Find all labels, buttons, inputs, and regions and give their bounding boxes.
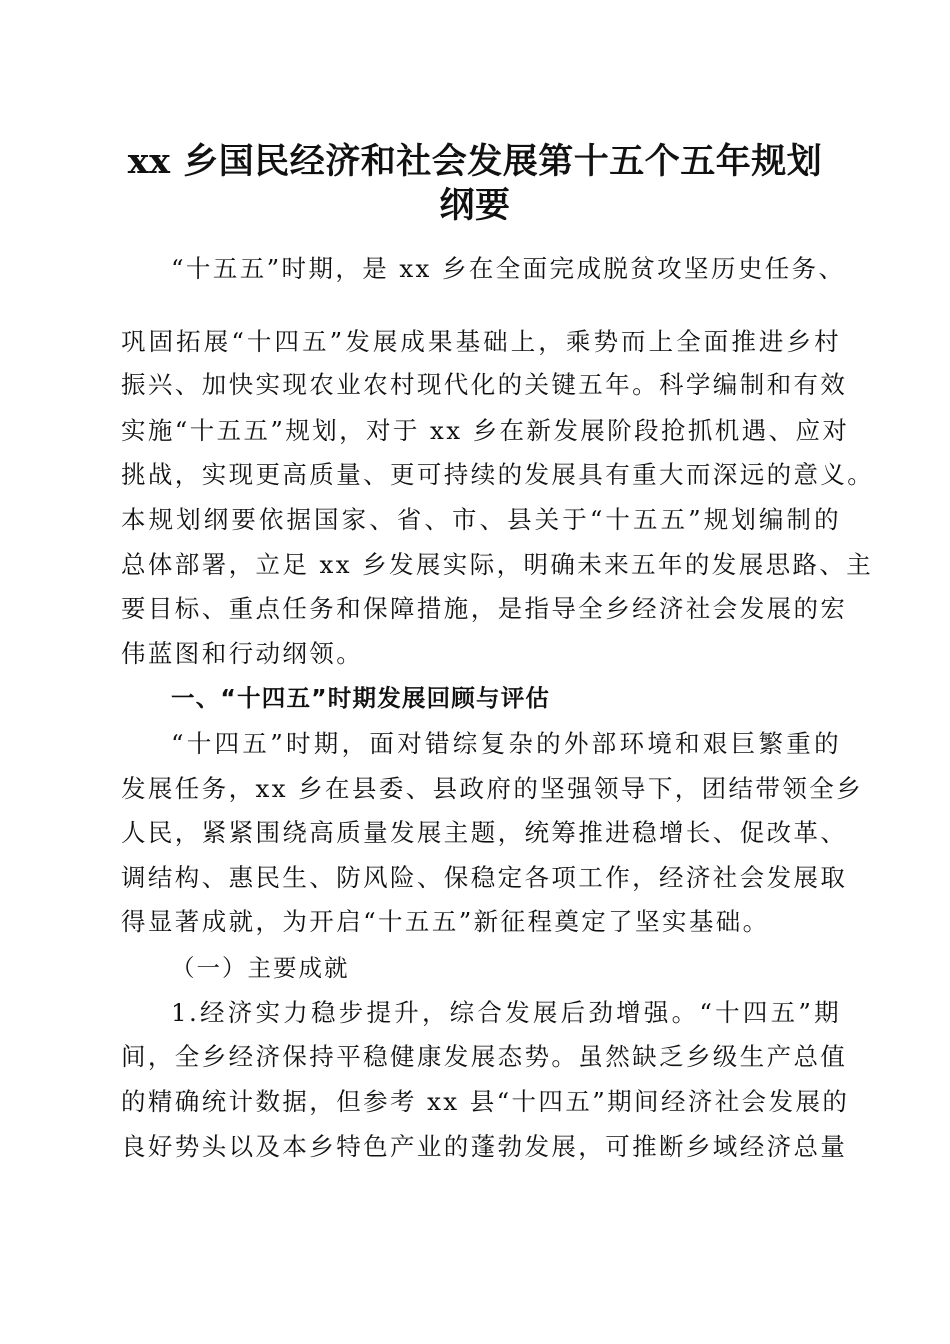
document-title-line-1: xx 乡国民经济和社会发展第十五个五年规划 xyxy=(127,141,823,182)
paragraph-1-line: 挑战，实现更高质量、更可持续的发展具有重大而深远的意义。 xyxy=(121,460,875,489)
paragraph-1-line: 伟蓝图和行动纲领。 xyxy=(121,639,364,668)
subsection-heading: （一）主要成就 xyxy=(171,954,350,982)
paragraph-1-line: 振兴、加快实现农业农村现代化的关键五年。科学编制和有效 xyxy=(121,370,848,399)
paragraph-1-line: 本规划纲要依据国家、省、市、县关于“十五五”规划编制的 xyxy=(121,505,841,534)
paragraph-2-line: 调结构、惠民生、防风险、保稳定各项工作，经济社会发展取 xyxy=(121,863,848,892)
document-title-line-2: 纲要 xyxy=(439,185,511,226)
paragraph-3-line: 的精确统计数据，但参考 xx 县“十四五”期间经济社会发展的 xyxy=(121,1087,850,1116)
paragraph-2-line: 发展任务，xx 乡在县委、县政府的坚强领导下，团结带领全乡 xyxy=(121,774,864,803)
paragraph-3-line: 间，全乡经济保持平稳健康发展态势。虽然缺乏乡级生产总值 xyxy=(121,1042,848,1071)
paragraph-2-line: 得显著成就，为开启“十五五”新征程奠定了坚实基础。 xyxy=(121,907,770,936)
paragraph-1-line: 巩固拓展“十四五”发展成果基础上，乘势而上全面推进乡村 xyxy=(121,327,841,356)
paragraph-2-line: “十四五”时期，面对错综复杂的外部环境和艰巨繁重的 xyxy=(171,729,841,758)
paragraph-1-line: 总体部署，立足 xx 乡发展实际，明确未来五年的发展思路、主 xyxy=(121,550,874,579)
paragraph-3-line: 1.经济实力稳步提升，综合发展后劲增强。“十四五”期 xyxy=(171,998,841,1027)
paragraph-3-line: 良好势头以及本乡特色产业的蓬勃发展，可推断乡域经济总量 xyxy=(121,1132,848,1161)
paragraph-1-line: 实施“十五五”规划，对于 xx 乡在新发展阶段抢抓机遇、应对 xyxy=(121,416,850,445)
paragraph-1-line: “十五五”时期，是 xx 乡在全面完成脱贫攻坚历史任务、 xyxy=(171,254,846,283)
paragraph-1-line: 要目标、重点任务和保障措施，是指导全乡经济社会发展的宏 xyxy=(121,594,848,623)
paragraph-2-line: 人民，紧紧围绕高质量发展主题，统筹推进稳增长、促改革、 xyxy=(121,818,848,847)
section-heading-1: 一、“十四五”时期发展回顾与评估 xyxy=(171,684,551,712)
